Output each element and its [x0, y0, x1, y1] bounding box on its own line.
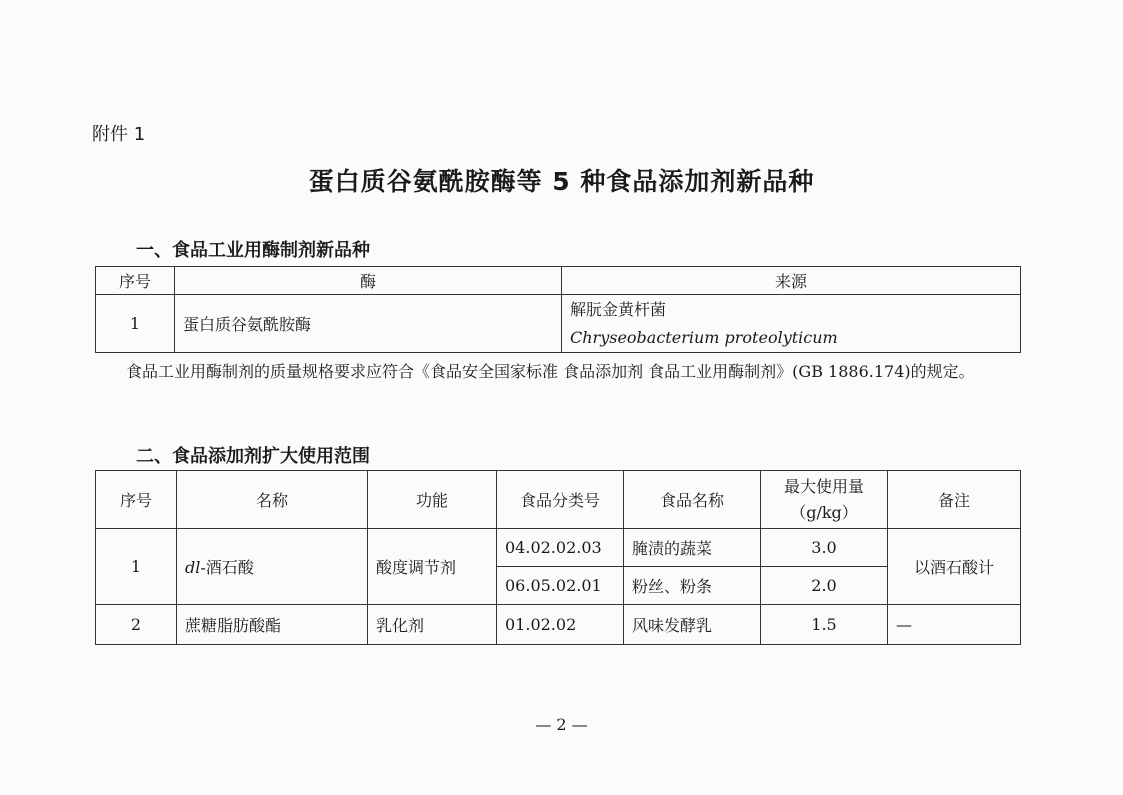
- row1-max2: 2.0: [761, 567, 888, 605]
- section2-heading: 二、食品添加剂扩大使用范围: [136, 446, 370, 467]
- header-max: 最大使用量 （g/kg）: [761, 471, 888, 529]
- header-no: 序号: [96, 471, 177, 529]
- header-no: 序号: [96, 267, 175, 295]
- header-category: 食品分类号: [497, 471, 624, 529]
- header-food: 食品名称: [624, 471, 761, 529]
- row1-note: 以酒石酸计: [888, 529, 1021, 605]
- document-title: 蛋白质谷氨酰胺酶等 5 种食品添加剂新品种: [308, 167, 815, 196]
- row2-no: 2: [96, 605, 177, 645]
- row2-category: 01.02.02: [497, 605, 624, 645]
- header-function: 功能: [368, 471, 497, 529]
- row2-max: 1.5: [761, 605, 888, 645]
- row2-function: 乳化剂: [368, 605, 497, 645]
- section1-heading: 一、食品工业用酶制剂新品种: [136, 240, 370, 261]
- row1-function: 酸度调节剂: [368, 529, 497, 605]
- header-name: 名称: [177, 471, 368, 529]
- attachment-label: 附件 1: [92, 124, 146, 145]
- regulation-paragraph: 食品工业用酶制剂的质量规格要求应符合《食品安全国家标准 食品添加剂 食品工业用酶制剂》(GB 1886.174)的规定。: [126, 362, 975, 381]
- page-number: — 2 —: [535, 715, 588, 734]
- source-latin: Chryseobacterium proteolyticum: [570, 327, 838, 347]
- row1-category2: 06.05.02.01: [497, 567, 624, 605]
- row2-name: 蔗糖脂肪酸酯: [177, 605, 368, 645]
- header-enzyme: 酶: [175, 267, 562, 295]
- row1-food1: 腌渍的蔬菜: [624, 529, 761, 567]
- row2-food: 风味发酵乳: [624, 605, 761, 645]
- row1-max1: 3.0: [761, 529, 888, 567]
- enzyme-table: [95, 266, 1021, 353]
- row1-no: 1: [96, 529, 177, 605]
- source-cn: 解朊金黄杆菌: [570, 299, 667, 319]
- row-enzyme: 蛋白质谷氨酰胺酶: [175, 295, 562, 353]
- row-no: 1: [96, 295, 175, 353]
- row1-name: dl-酒石酸: [177, 529, 368, 605]
- row1-category1: 04.02.02.03: [497, 529, 624, 567]
- additive-table: [95, 470, 1021, 645]
- row1-food2: 粉丝、粉条: [624, 567, 761, 605]
- header-note: 备注: [888, 471, 1021, 529]
- header-source: 来源: [562, 267, 1021, 295]
- row2-note: —: [888, 605, 1021, 645]
- row-source: [562, 295, 1021, 353]
